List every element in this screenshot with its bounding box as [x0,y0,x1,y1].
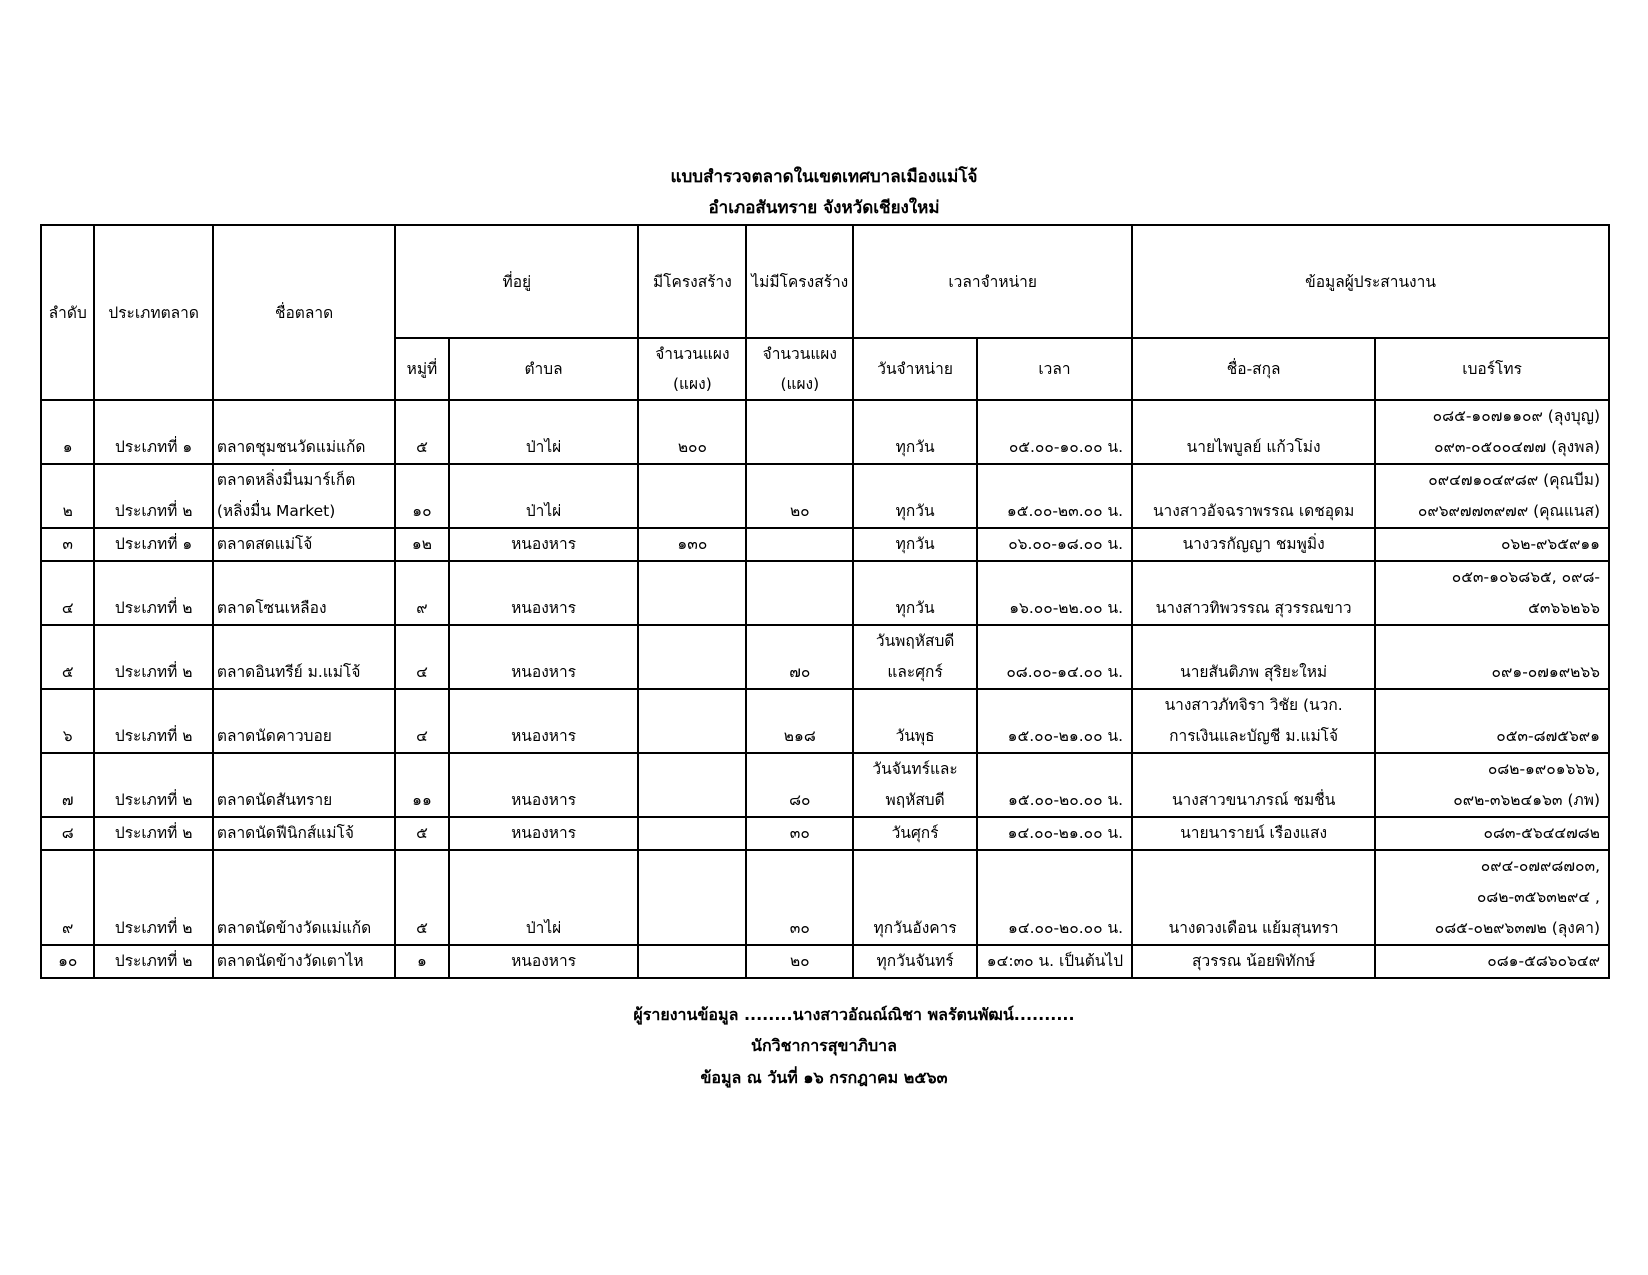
cell-stalls-structured: ๑๓๐ [638,528,746,561]
header-subdistrict: ตำบล [449,338,639,400]
header-name: ชื่อ-สกุล [1132,338,1375,400]
reporter-line: ผู้รายงานข้อมูล ........นางสาวอัณณ์ณิชา พลรัตนพัฒน์.......... [633,1005,1075,1024]
cell-day: ทุกวัน [853,464,977,528]
table-row [41,561,1609,625]
cell-stalls-structured [638,753,746,817]
cell-time: ๐๕.๐๐-๑๐.๐๐ น. [977,400,1132,464]
cell-coordinator-name: นางสาวขนาภรณ์ ชมชื่น [1132,753,1375,817]
table-row [41,753,1609,817]
cell-order: ๗ [41,753,94,817]
report-date: ข้อมูล ณ วันที่ ๑๖ กรกฎาคม ๒๕๖๓ [700,1068,948,1087]
cell-market-name: ตลาดสดแม่โจ้ [213,528,395,561]
cell-stalls-structured [638,464,746,528]
header-stalls-structured: จำนวนแผง (แผง) [638,338,746,400]
header-address: ที่อยู่ [395,225,638,338]
cell-subdistrict: หนองหาร [449,528,639,561]
cell-order: ๑ [41,400,94,464]
table-row [41,528,1609,561]
cell-coordinator-name: นางสาวทิพวรรณ สุวรรณขาว [1132,561,1375,625]
cell-stalls-unstructured: ๒๐ [746,945,853,978]
cell-day: วันจันทร์และ พฤหัสบดี [853,753,977,817]
cell-village: ๑๑ [395,753,448,817]
cell-stalls-unstructured [746,400,853,464]
cell-stalls-unstructured: ๓๐ [746,850,853,945]
cell-stalls-structured [638,945,746,978]
cell-coordinator-name: นางดวงเดือน แย้มสุนทรา [1132,850,1375,945]
cell-coordinator-name: นายสันติภพ สุริยะใหม่ [1132,625,1375,689]
table-row [41,464,1609,528]
cell-day: วันพุธ [853,689,977,753]
cell-phone: ๐๙๔-๐๗๙๘๗๐๓, ๐๘๒-๓๕๖๓๒๙๔ , ๐๘๕-๐๒๙๖๓๗๒ (ลุงคา) [1375,850,1609,945]
table-row [41,400,1609,464]
cell-time: ๑๔.๐๐-๒๑.๐๐ น. [977,817,1132,850]
header-order: ลำดับ [41,225,94,400]
cell-village: ๑ [395,945,448,978]
cell-day: ทุกวัน [853,400,977,464]
cell-day: ทุกวัน [853,561,977,625]
market-survey-table [40,224,1610,979]
cell-village: ๔ [395,625,448,689]
cell-stalls-unstructured [746,528,853,561]
cell-phone: ๐๕๓-๘๗๕๖๙๑ [1375,689,1609,753]
cell-day: ทุกวันอังคาร [853,850,977,945]
cell-time: ๐๘.๐๐-๑๔.๐๐ น. [977,625,1132,689]
cell-phone: ๐๙๔๗๑๐๔๙๘๙ (คุณบีม) ๐๙๖๙๗๗๓๙๗๙ (คุณแนส) [1375,464,1609,528]
cell-coordinator-name: นายไพบูลย์ แก้วโม่ง [1132,400,1375,464]
cell-village: ๕ [395,850,448,945]
cell-phone: ๐๘๒-๑๙๐๑๖๖๖, ๐๙๒-๓๖๒๔๑๖๓ (ภพ) [1375,753,1609,817]
cell-stalls-unstructured: ๒๑๘ [746,689,853,753]
header-without-structure: ไม่มีโครงสร้าง [746,225,853,338]
cell-subdistrict: หนองหาร [449,625,639,689]
cell-time: ๑๕.๐๐-๒๑.๐๐ น. [977,689,1132,753]
cell-phone: ๐๙๑-๐๗๑๙๒๖๖ [1375,625,1609,689]
cell-market-name: ตลาดโซนเหลือง [213,561,395,625]
cell-coordinator-name: นางสาวภัทจิรา วิชัย (นวก. การเงินและบัญชี ม.แม่โจ้ [1132,689,1375,753]
document-title: แบบสำรวจตลาดในเขตเทศบาลเมืองแม่โจ้ [670,167,978,187]
header-village: หมู่ที่ [395,338,448,400]
cell-stalls-structured [638,850,746,945]
cell-subdistrict: หนองหาร [449,817,639,850]
cell-market-type: ประเภทที่ ๒ [94,464,212,528]
cell-phone: ๐๘๑-๕๘๖๐๖๔๙ [1375,945,1609,978]
cell-order: ๕ [41,625,94,689]
cell-coordinator-name: นายนารายน์ เรืองแสง [1132,817,1375,850]
cell-market-name: ตลาดชุมชนวัดแม่แก้ด [213,400,395,464]
cell-village: ๕ [395,400,448,464]
header-market-type: ประเภทตลาด [94,225,212,400]
cell-order: ๖ [41,689,94,753]
cell-stalls-unstructured: ๗๐ [746,625,853,689]
cell-order: ๑๐ [41,945,94,978]
cell-market-type: ประเภทที่ ๒ [94,625,212,689]
cell-village: ๕ [395,817,448,850]
cell-day: ทุกวัน [853,528,977,561]
cell-order: ๔ [41,561,94,625]
cell-market-type: ประเภทที่ ๒ [94,561,212,625]
cell-stalls-unstructured [746,561,853,625]
cell-stalls-unstructured: ๓๐ [746,817,853,850]
header-phone: เบอร์โทร [1375,338,1609,400]
cell-time: ๑๖.๐๐-๒๒.๐๐ น. [977,561,1132,625]
cell-market-type: ประเภทที่ ๑ [94,528,212,561]
cell-coordinator-name: นางวรกัญญา ชมพูมิ่ง [1132,528,1375,561]
cell-market-type: ประเภทที่ ๒ [94,753,212,817]
cell-market-type: ประเภทที่ ๒ [94,817,212,850]
cell-market-type: ประเภทที่ ๒ [94,850,212,945]
cell-market-name: ตลาดนัดคาวบอย [213,689,395,753]
cell-stalls-structured [638,561,746,625]
header-selling-time: เวลาจำหน่าย [853,225,1132,338]
table-row [41,850,1609,945]
cell-time: ๐๖.๐๐-๑๘.๐๐ น. [977,528,1132,561]
cell-market-name: ตลาดนัดสันทราย [213,753,395,817]
cell-village: ๑๒ [395,528,448,561]
cell-coordinator-name: นางสาวอัจฉราพรรณ เดชอุดม [1132,464,1375,528]
table-row [41,817,1609,850]
cell-phone: ๐๕๓-๑๐๖๘๖๕, ๐๙๘- ๕๓๖๖๒๖๖ [1375,561,1609,625]
cell-stalls-structured [638,817,746,850]
cell-order: ๓ [41,528,94,561]
cell-stalls-unstructured: ๒๐ [746,464,853,528]
cell-stalls-structured [638,625,746,689]
cell-subdistrict: ป่าไผ่ [449,464,639,528]
cell-subdistrict: หนองหาร [449,689,639,753]
cell-market-type: ประเภทที่ ๒ [94,689,212,753]
cell-village: ๙ [395,561,448,625]
cell-subdistrict: ป่าไผ่ [449,850,639,945]
cell-stalls-structured: ๒๐๐ [638,400,746,464]
cell-order: ๒ [41,464,94,528]
cell-phone: ๐๘๓-๕๖๔๔๗๘๒ [1375,817,1609,850]
cell-phone: ๐๖๒-๙๖๕๙๑๑ [1375,528,1609,561]
header-market-name: ชื่อตลาด [213,225,395,400]
cell-subdistrict: หนองหาร [449,945,639,978]
cell-market-name: ตลาดนัดข้างวัดแม่แก้ด [213,850,395,945]
table-row [41,689,1609,753]
cell-time: ๑๕.๐๐-๒๓.๐๐ น. [977,464,1132,528]
cell-market-name: ตลาดอินทรีย์ ม.แม่โจ้ [213,625,395,689]
reporter-position: นักวิชาการสุขาภิบาล [751,1036,897,1055]
cell-stalls-unstructured: ๘๐ [746,753,853,817]
header-time: เวลา [977,338,1132,400]
table-row [41,945,1609,978]
cell-phone: ๐๘๕-๑๐๗๑๑๐๙ (ลุงบุญ) ๐๙๓-๐๕๐๐๔๗๗ (ลุงพล) [1375,400,1609,464]
cell-village: ๔ [395,689,448,753]
cell-market-name: ตลาดนัดฟีนิกส์แม่โจ้ [213,817,395,850]
cell-time: ๑๕.๐๐-๒๐.๐๐ น. [977,753,1132,817]
header-stalls-unstructured: จำนวนแผง (แผง) [746,338,853,400]
table-body [41,400,1609,978]
cell-subdistrict: หนองหาร [449,561,639,625]
cell-stalls-structured [638,689,746,753]
cell-day: วันพฤหัสบดี และศุกร์ [853,625,977,689]
cell-coordinator-name: สุวรรณ น้อยพิทักษ์ [1132,945,1375,978]
cell-time: ๑๔:๓๐ น. เป็นต้นไป [977,945,1132,978]
cell-market-name: ตลาดนัดข้างวัดเตาไห [213,945,395,978]
cell-market-type: ประเภทที่ ๒ [94,945,212,978]
header-with-structure: มีโครงสร้าง [638,225,746,338]
document-subtitle: อำเภอสันทราย จังหวัดเชียงใหม่ [708,198,940,218]
cell-subdistrict: ป่าไผ่ [449,400,639,464]
header-day: วันจำหน่าย [853,338,977,400]
cell-market-type: ประเภทที่ ๑ [94,400,212,464]
cell-market-name: ตลาดหลิ่งมื่นมาร์เก็ต (หลิ่งมื่น Market) [213,464,395,528]
cell-day: วันศุกร์ [853,817,977,850]
cell-order: ๘ [41,817,94,850]
header-coordinator: ข้อมูลผู้ประสานงาน [1132,225,1609,338]
cell-order: ๙ [41,850,94,945]
table-row [41,625,1609,689]
cell-village: ๑๐ [395,464,448,528]
cell-time: ๑๔.๐๐-๒๐.๐๐ น. [977,850,1132,945]
cell-day: ทุกวันจันทร์ [853,945,977,978]
cell-subdistrict: หนองหาร [449,753,639,817]
